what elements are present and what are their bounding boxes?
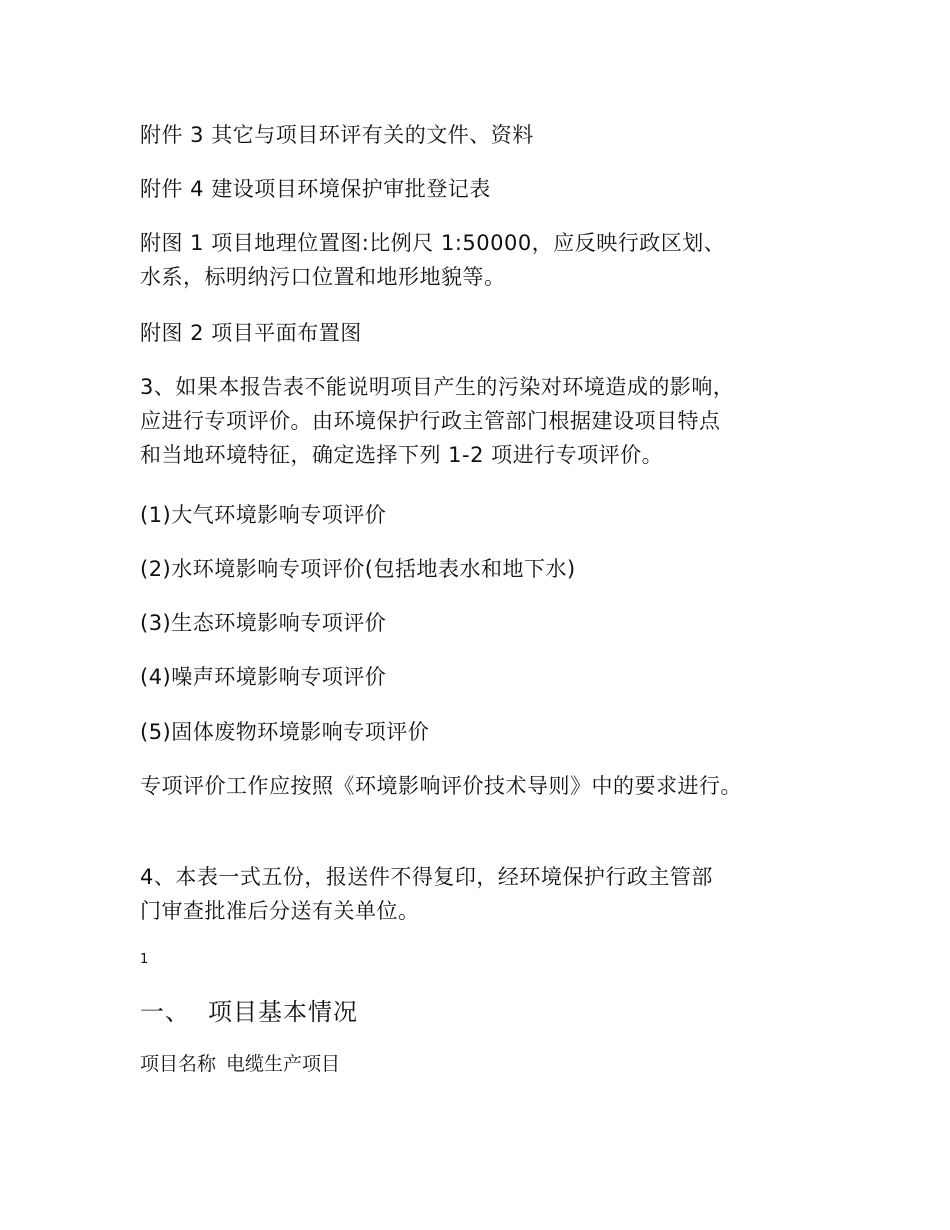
item-3-line: (3)生态环境影响专项评价 bbox=[140, 611, 387, 635]
section-title: 项目基本情况 bbox=[208, 998, 358, 1026]
project-name-label: 项目名称 bbox=[140, 1053, 217, 1075]
guideline-line: 专项评价工作应按照《环境影响评价技术导则》中的要求进行。 bbox=[140, 774, 742, 798]
item-4-line: (4)噪声环境影响专项评价 bbox=[140, 665, 387, 689]
figure-1-line-2: 水系，标明纳污口位置和地形地貌等。 bbox=[140, 265, 506, 289]
note-4-paragraph bbox=[140, 862, 820, 930]
project-name-row bbox=[140, 1050, 340, 1078]
section-number: 一、 bbox=[140, 998, 190, 1026]
note-3-paragraph bbox=[140, 372, 820, 474]
page-number: 1 bbox=[140, 952, 149, 967]
item-5-line: (5)固体废物环境影响专项评价 bbox=[140, 720, 430, 744]
item-2-line: (2)水环境影响专项评价(包括地表水和地下水) bbox=[140, 557, 576, 581]
note-4-line-1: 4、本表一式五份，报送件不得复印，经环境保护行政主管部 bbox=[140, 865, 713, 889]
figure-2-line: 附图 2 项目平面布置图 bbox=[140, 321, 362, 345]
note-4-line-2: 门审查批准后分送有关单位。 bbox=[140, 899, 420, 923]
note-3-line-2: 应进行专项评价。由环境保护行政主管部门根据建设项目特点 bbox=[140, 409, 721, 433]
note-3-line-3: 和当地环境特征，确定选择下列 1-2 项进行专项评价。 bbox=[140, 443, 664, 467]
figure-1-paragraph bbox=[140, 228, 820, 296]
note-3-line-1: 3、如果本报告表不能说明项目产生的污染对环境造成的影响， bbox=[140, 375, 735, 399]
project-name-value: 电缆生产项目 bbox=[226, 1053, 341, 1075]
annex-3-line: 附件 3 其它与项目环评有关的文件、资料 bbox=[140, 123, 534, 147]
figure-1-line-1: 附图 1 项目地理位置图:比例尺 1:50000，应反映行政区划、 bbox=[140, 231, 726, 255]
annex-4-line: 附件 4 建设项目环境保护审批登记表 bbox=[140, 177, 491, 201]
item-1-line: (1)大气环境影响专项评价 bbox=[140, 503, 387, 527]
section-heading bbox=[140, 996, 358, 1028]
